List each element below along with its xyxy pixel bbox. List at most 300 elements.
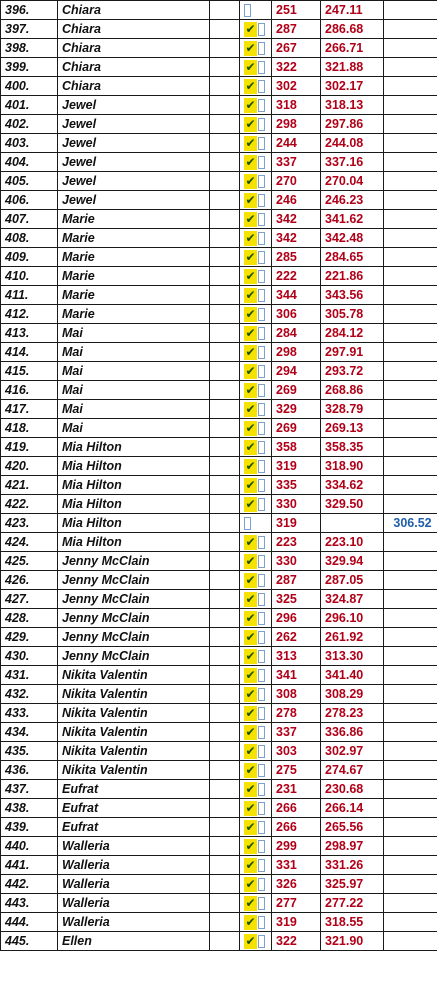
row-checkbox-cell[interactable] [240,400,272,419]
blank-cell [210,20,240,39]
checkmark-icon: ✔ [245,307,256,322]
checkbox-icon[interactable] [258,498,265,511]
row-decimal: 284.12 [321,324,384,343]
table-row [1,932,437,951]
checkbox-icon[interactable] [258,232,265,245]
row-name: Jewel [58,191,210,210]
row-checkbox-cell[interactable] [240,210,272,229]
row-value: 294 [272,362,321,381]
row-checkbox-cell[interactable] [240,533,272,552]
row-checkbox-cell[interactable] [240,96,272,115]
row-number: 428. [1,609,58,628]
row-decimal: 329.94 [321,552,384,571]
row-decimal: 334.62 [321,476,384,495]
row-note [384,476,437,495]
table-row [1,571,437,590]
row-note [384,704,437,723]
blank-cell [210,913,240,932]
row-number: 402. [1,115,58,134]
checkbox-icon[interactable] [258,365,265,378]
row-number: 401. [1,96,58,115]
row-checkbox-cell[interactable] [240,875,272,894]
row-note [384,932,437,951]
row-decimal: 324.87 [321,590,384,609]
row-checkbox-cell[interactable] [240,780,272,799]
checkbox-icon[interactable] [258,935,265,948]
row-checkbox-cell[interactable] [240,58,272,77]
row-name: Nikita Valentin [58,761,210,780]
row-number: 419. [1,438,58,457]
table-row [1,248,437,267]
checkbox-icon[interactable] [258,574,265,587]
row-name: Marie [58,267,210,286]
row-decimal: 336.86 [321,723,384,742]
checkbox-icon[interactable] [258,384,265,397]
row-checkbox-cell[interactable] [240,115,272,134]
row-checkbox-cell[interactable] [240,552,272,571]
row-checkbox-cell[interactable] [240,628,272,647]
row-decimal: 244.08 [321,134,384,153]
row-checkbox-cell[interactable] [240,476,272,495]
row-number: 434. [1,723,58,742]
row-decimal: 293.72 [321,362,384,381]
table-row [1,381,437,400]
blank-cell [210,761,240,780]
checkbox-icon[interactable] [258,403,265,416]
table-row [1,609,437,628]
row-decimal: 274.67 [321,761,384,780]
row-number: 403. [1,134,58,153]
table-row [1,343,437,362]
table-row [1,837,437,856]
row-value: 319 [272,913,321,932]
row-checkbox-cell[interactable] [240,229,272,248]
checkmark-icon: ✔ [245,839,256,854]
row-decimal: 343.56 [321,286,384,305]
checkbox-icon[interactable] [258,555,265,568]
row-value: 275 [272,761,321,780]
checkmark-icon: ✔ [245,763,256,778]
blank-cell [210,362,240,381]
row-value: 251 [272,1,321,20]
checkbox-icon[interactable] [258,650,265,663]
checkbox-icon[interactable] [258,726,265,739]
checkmark-icon: ✔ [245,668,256,683]
row-checkbox-cell[interactable] [240,419,272,438]
row-number: 421. [1,476,58,495]
row-checkbox-cell[interactable] [240,590,272,609]
row-note [384,115,437,134]
row-value: 287 [272,20,321,39]
row-checkbox-cell[interactable] [240,666,272,685]
row-checkbox-cell[interactable] [240,1,272,20]
row-decimal: 278.23 [321,704,384,723]
row-name: Marie [58,248,210,267]
row-number: 438. [1,799,58,818]
checkbox-icon[interactable] [244,4,251,17]
row-value: 231 [272,780,321,799]
row-name: Jewel [58,153,210,172]
row-checkbox-cell[interactable] [240,799,272,818]
row-checkbox-cell[interactable] [240,362,272,381]
checkbox-icon[interactable] [258,536,265,549]
blank-cell [210,267,240,286]
blank-cell [210,571,240,590]
row-decimal: 302.97 [321,742,384,761]
blank-cell [210,875,240,894]
checkbox-icon[interactable] [258,289,265,302]
row-note [384,723,437,742]
row-value: 330 [272,552,321,571]
row-name: Walleria [58,875,210,894]
row-checkbox-cell[interactable] [240,571,272,590]
row-note [384,400,437,419]
row-decimal: 270.04 [321,172,384,191]
checkbox-icon[interactable] [258,745,265,758]
row-number: 420. [1,457,58,476]
checkmark-icon: ✔ [245,193,256,208]
checkbox-icon[interactable] [258,612,265,625]
row-name: Chiara [58,77,210,96]
checkmark-icon: ✔ [245,288,256,303]
row-checkbox-cell[interactable] [240,685,272,704]
checkbox-icon[interactable] [258,99,265,112]
row-checkbox-cell[interactable] [240,248,272,267]
checkbox-icon[interactable] [258,916,265,929]
checkmark-icon: ✔ [245,421,256,436]
checkbox-icon[interactable] [258,156,265,169]
blank-cell [210,666,240,685]
checkmark-icon: ✔ [245,915,256,930]
row-name: Jenny McClain [58,590,210,609]
table-row [1,457,437,476]
row-checkbox-cell[interactable] [240,932,272,951]
blank-cell [210,590,240,609]
checkbox-icon[interactable] [258,593,265,606]
row-checkbox-cell[interactable] [240,742,272,761]
row-checkbox-cell[interactable] [240,761,272,780]
row-number: 400. [1,77,58,96]
row-note [384,913,437,932]
table-row [1,913,437,932]
blank-cell [210,818,240,837]
row-note [384,267,437,286]
row-checkbox-cell[interactable] [240,495,272,514]
row-value: 262 [272,628,321,647]
row-number: 435. [1,742,58,761]
checkbox-icon[interactable] [258,23,265,36]
checkbox-icon[interactable] [258,422,265,435]
row-value: 267 [272,39,321,58]
row-value: 358 [272,438,321,457]
blank-cell [210,495,240,514]
blank-cell [210,229,240,248]
row-checkbox-cell[interactable] [240,153,272,172]
row-checkbox-cell[interactable] [240,818,272,837]
row-name: Jewel [58,96,210,115]
row-value: 298 [272,115,321,134]
row-note [384,77,437,96]
row-number: 429. [1,628,58,647]
checkbox-icon[interactable] [258,441,265,454]
row-checkbox-cell[interactable] [240,191,272,210]
row-value: 244 [272,134,321,153]
blank-cell [210,134,240,153]
checkbox-icon[interactable] [258,175,265,188]
row-checkbox-cell[interactable] [240,20,272,39]
checkbox-icon[interactable] [258,821,265,834]
table-row [1,134,437,153]
row-note: 306.52 [384,514,437,533]
checkmark-icon: ✔ [245,858,256,873]
row-checkbox-cell[interactable] [240,172,272,191]
checkmark-icon: ✔ [245,554,256,569]
row-checkbox-cell[interactable] [240,39,272,58]
row-note [384,381,437,400]
checkbox-icon[interactable] [258,840,265,853]
row-number: 417. [1,400,58,419]
row-note [384,666,437,685]
checkmark-icon: ✔ [245,383,256,398]
row-value: 342 [272,210,321,229]
row-note [384,324,437,343]
row-checkbox-cell[interactable] [240,457,272,476]
row-decimal: 223.10 [321,533,384,552]
row-name: Jewel [58,134,210,153]
row-value: 266 [272,799,321,818]
row-checkbox-cell[interactable] [240,438,272,457]
row-name: Jenny McClain [58,609,210,628]
blank-cell [210,343,240,362]
row-decimal: 247.11 [321,1,384,20]
row-name: Mia Hilton [58,533,210,552]
row-checkbox-cell[interactable] [240,324,272,343]
row-decimal: 305.78 [321,305,384,324]
row-decimal: 313.30 [321,647,384,666]
row-checkbox-cell[interactable] [240,514,272,533]
table-row [1,495,437,514]
row-value: 329 [272,400,321,419]
row-note [384,305,437,324]
blank-cell [210,210,240,229]
row-checkbox-cell[interactable] [240,134,272,153]
row-value: 285 [272,248,321,267]
checkbox-icon[interactable] [258,42,265,55]
row-value: 302 [272,77,321,96]
blank-cell [210,324,240,343]
row-name: Marie [58,286,210,305]
table-body [1,1,437,951]
table-row [1,20,437,39]
row-value: 319 [272,514,321,533]
row-note [384,286,437,305]
checkbox-icon[interactable] [258,118,265,131]
row-checkbox-cell[interactable] [240,913,272,932]
row-checkbox-cell[interactable] [240,267,272,286]
row-checkbox-cell[interactable] [240,894,272,913]
row-decimal: 287.05 [321,571,384,590]
blank-cell [210,457,240,476]
checkmark-icon: ✔ [245,269,256,284]
blank-cell [210,172,240,191]
table-row [1,438,437,457]
table-row [1,856,437,875]
checkbox-icon[interactable] [258,764,265,777]
row-value: 278 [272,704,321,723]
row-name: Chiara [58,39,210,58]
row-checkbox-cell[interactable] [240,647,272,666]
checkbox-icon[interactable] [258,346,265,359]
row-name: Nikita Valentin [58,723,210,742]
row-decimal: 284.65 [321,248,384,267]
row-decimal: 318.90 [321,457,384,476]
row-decimal: 321.88 [321,58,384,77]
row-value: 306 [272,305,321,324]
table-row [1,875,437,894]
row-value: 330 [272,495,321,514]
checkbox-icon[interactable] [258,194,265,207]
checkmark-icon: ✔ [245,326,256,341]
row-value: 269 [272,419,321,438]
checkbox-icon[interactable] [258,631,265,644]
checkmark-icon: ✔ [245,649,256,664]
checkmark-icon: ✔ [245,345,256,360]
checkbox-icon[interactable] [258,479,265,492]
table-row [1,476,437,495]
checkmark-icon: ✔ [245,402,256,417]
blank-cell [210,191,240,210]
checkbox-icon[interactable] [258,669,265,682]
checkmark-icon: ✔ [245,136,256,151]
row-decimal: 297.86 [321,115,384,134]
row-note [384,191,437,210]
row-name: Walleria [58,913,210,932]
checkbox-icon[interactable] [258,327,265,340]
row-name: Marie [58,210,210,229]
row-name: Mia Hilton [58,438,210,457]
row-checkbox-cell[interactable] [240,609,272,628]
blank-cell [210,419,240,438]
checkbox-icon[interactable] [258,859,265,872]
row-checkbox-cell[interactable] [240,343,272,362]
row-name: Jewel [58,172,210,191]
table-row [1,305,437,324]
checkbox-icon[interactable] [258,308,265,321]
blank-cell [210,400,240,419]
row-number: 396. [1,1,58,20]
table-row [1,419,437,438]
row-value: 222 [272,267,321,286]
checkmark-icon: ✔ [245,41,256,56]
checkbox-icon[interactable] [258,707,265,720]
checkbox-icon[interactable] [258,783,265,796]
row-note [384,799,437,818]
table-row [1,58,437,77]
row-note [384,685,437,704]
checkbox-icon[interactable] [258,251,265,264]
checkbox-icon[interactable] [258,897,265,910]
row-decimal: 321.90 [321,932,384,951]
row-number: 408. [1,229,58,248]
blank-cell [210,704,240,723]
row-decimal: 246.23 [321,191,384,210]
checkmark-icon: ✔ [245,459,256,474]
blank-cell [210,77,240,96]
row-note [384,343,437,362]
row-checkbox-cell[interactable] [240,286,272,305]
checkbox-icon[interactable] [258,802,265,815]
checkmark-icon: ✔ [245,364,256,379]
row-number: 399. [1,58,58,77]
table-row [1,514,437,533]
row-number: 423. [1,514,58,533]
checkbox-icon[interactable] [258,137,265,150]
row-value: 287 [272,571,321,590]
row-decimal: 298.97 [321,837,384,856]
row-note [384,552,437,571]
checkmark-icon: ✔ [245,497,256,512]
row-checkbox-cell[interactable] [240,856,272,875]
row-checkbox-cell[interactable] [240,723,272,742]
row-name: Jenny McClain [58,628,210,647]
row-checkbox-cell[interactable] [240,305,272,324]
row-value: 299 [272,837,321,856]
table-row [1,590,437,609]
checkbox-icon[interactable] [258,460,265,473]
checkbox-icon[interactable] [244,517,251,530]
checkbox-icon[interactable] [258,80,265,93]
table-row [1,172,437,191]
checkbox-icon[interactable] [258,878,265,891]
checkmark-icon: ✔ [245,744,256,759]
checkmark-icon: ✔ [245,212,256,227]
row-value: 318 [272,96,321,115]
checkmark-icon: ✔ [245,592,256,607]
row-decimal: 261.92 [321,628,384,647]
row-checkbox-cell[interactable] [240,77,272,96]
blank-cell [210,837,240,856]
row-checkbox-cell[interactable] [240,381,272,400]
row-value: 296 [272,609,321,628]
row-number: 413. [1,324,58,343]
checkmark-icon: ✔ [245,687,256,702]
row-name: Jenny McClain [58,571,210,590]
checkbox-icon[interactable] [258,213,265,226]
row-number: 405. [1,172,58,191]
checkmark-icon: ✔ [245,60,256,75]
table-row [1,533,437,552]
blank-cell [210,286,240,305]
row-checkbox-cell[interactable] [240,704,272,723]
row-value: 331 [272,856,321,875]
row-note [384,419,437,438]
row-number: 436. [1,761,58,780]
checkmark-icon: ✔ [245,877,256,892]
checkbox-icon[interactable] [258,61,265,74]
checkbox-icon[interactable] [258,270,265,283]
table-row [1,685,437,704]
row-value: 269 [272,381,321,400]
row-checkbox-cell[interactable] [240,837,272,856]
checkbox-icon[interactable] [258,688,265,701]
blank-cell [210,248,240,267]
blank-cell [210,39,240,58]
row-number: 432. [1,685,58,704]
row-note [384,856,437,875]
row-decimal: 269.13 [321,419,384,438]
row-value: 337 [272,153,321,172]
row-number: 442. [1,875,58,894]
